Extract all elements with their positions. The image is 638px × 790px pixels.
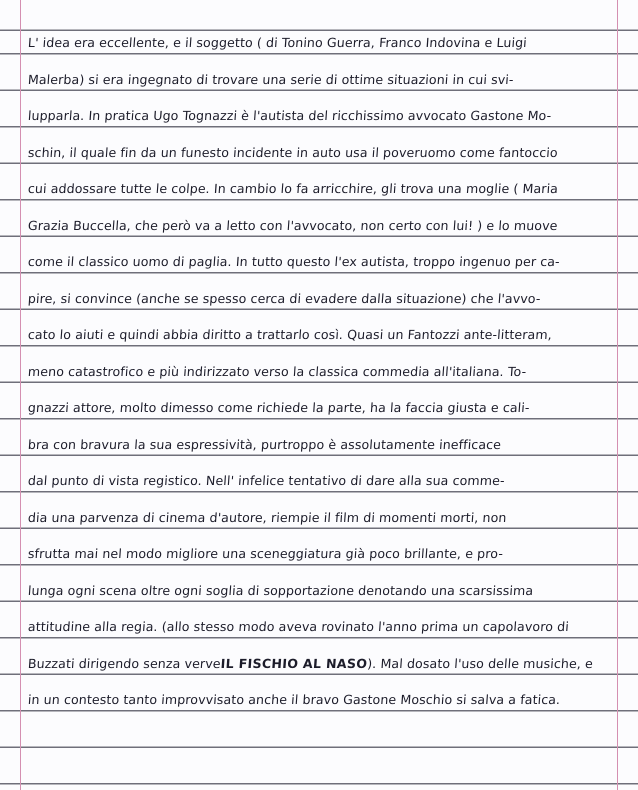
- text-line-11: gnazzi attore, molto dimesso come richiede la parte, ha la faccia giusta e cali-: [27, 400, 531, 415]
- film-title: IL FISCHIO AL NASO: [220, 655, 368, 671]
- text-line-9: cato lo aiuti e quindi abbia diritto a trattarlo così. Quasi un Fantozzi ante-litteram,: [27, 327, 553, 342]
- text-line-7: come il classico uomo di paglia. In tutto questo l'ex autista, troppo ingenuo per ca-: [27, 254, 561, 269]
- text-line-19: in un contesto tanto improvvisato anche il bravo Gastone Moschio si salva a fatica.: [27, 692, 561, 707]
- text-line-15: sfrutta mai nel modo migliore una sceneggiatura già poco brillante, e pro-: [27, 546, 504, 561]
- text-line-13: dal punto di vista registico. Nell' infelice tentativo di dare alla sua comme-: [27, 473, 506, 488]
- text-line-3: lupparla. In pratica Ugo Tognazzi è l'autista del ricchissimo avvocato Gastone Mo-: [27, 108, 552, 123]
- text-line-10: meno catastrofico e più indirizzato verso la classica commedia all'italiana. To-: [27, 363, 527, 379]
- text-line-16: lunga ogni scena oltre ogni soglia di sopportazione denotando una scarsissima: [27, 582, 534, 598]
- text-line-14: dia una parvenza di cinema d'autore, riempie il film di momenti morti, non: [27, 509, 508, 525]
- text-line-5: cui addossare tutte le colpe. In cambio lo fa arricchire, gli trova una moglie ( Maria: [27, 181, 559, 196]
- text-line-1: L' idea era eccellente, e il soggetto ( di Tonino Guerra, Franco Indovina e Luigi: [27, 35, 528, 50]
- text-line-4: schin, il quale fin da un funesto incidente in auto usa il poveruomo come fantoccio: [27, 144, 559, 160]
- text-line-6: Grazia Buccella, che però va a letto con l'avvocato, non certo con lui! ) e lo muove: [27, 217, 559, 233]
- handwritten-text: [26, 34, 620, 728]
- text-line-12: bra con bravura la sua espressività, purtroppo è assolutamente inefficace: [27, 436, 502, 452]
- text-line-17: attitudine alla regia. (allo stesso modo aveva rovinato l'anno prima un capolavoro di: [27, 619, 570, 634]
- text-line-8: pire, si convince (anche se spesso cerca di evadere dalla situazione) che l'avvo-: [27, 290, 542, 306]
- left-margin-line: [20, 0, 21, 790]
- text-line-18: Buzzati dirigendo senza verveIL FISCHIO AL NASO). Mal dosato l'uso delle musiche, e: [27, 655, 594, 671]
- text-line-2: Malerba) si era ingegnato di trovare una serie di ottime situazioni in cui svi-: [27, 71, 515, 87]
